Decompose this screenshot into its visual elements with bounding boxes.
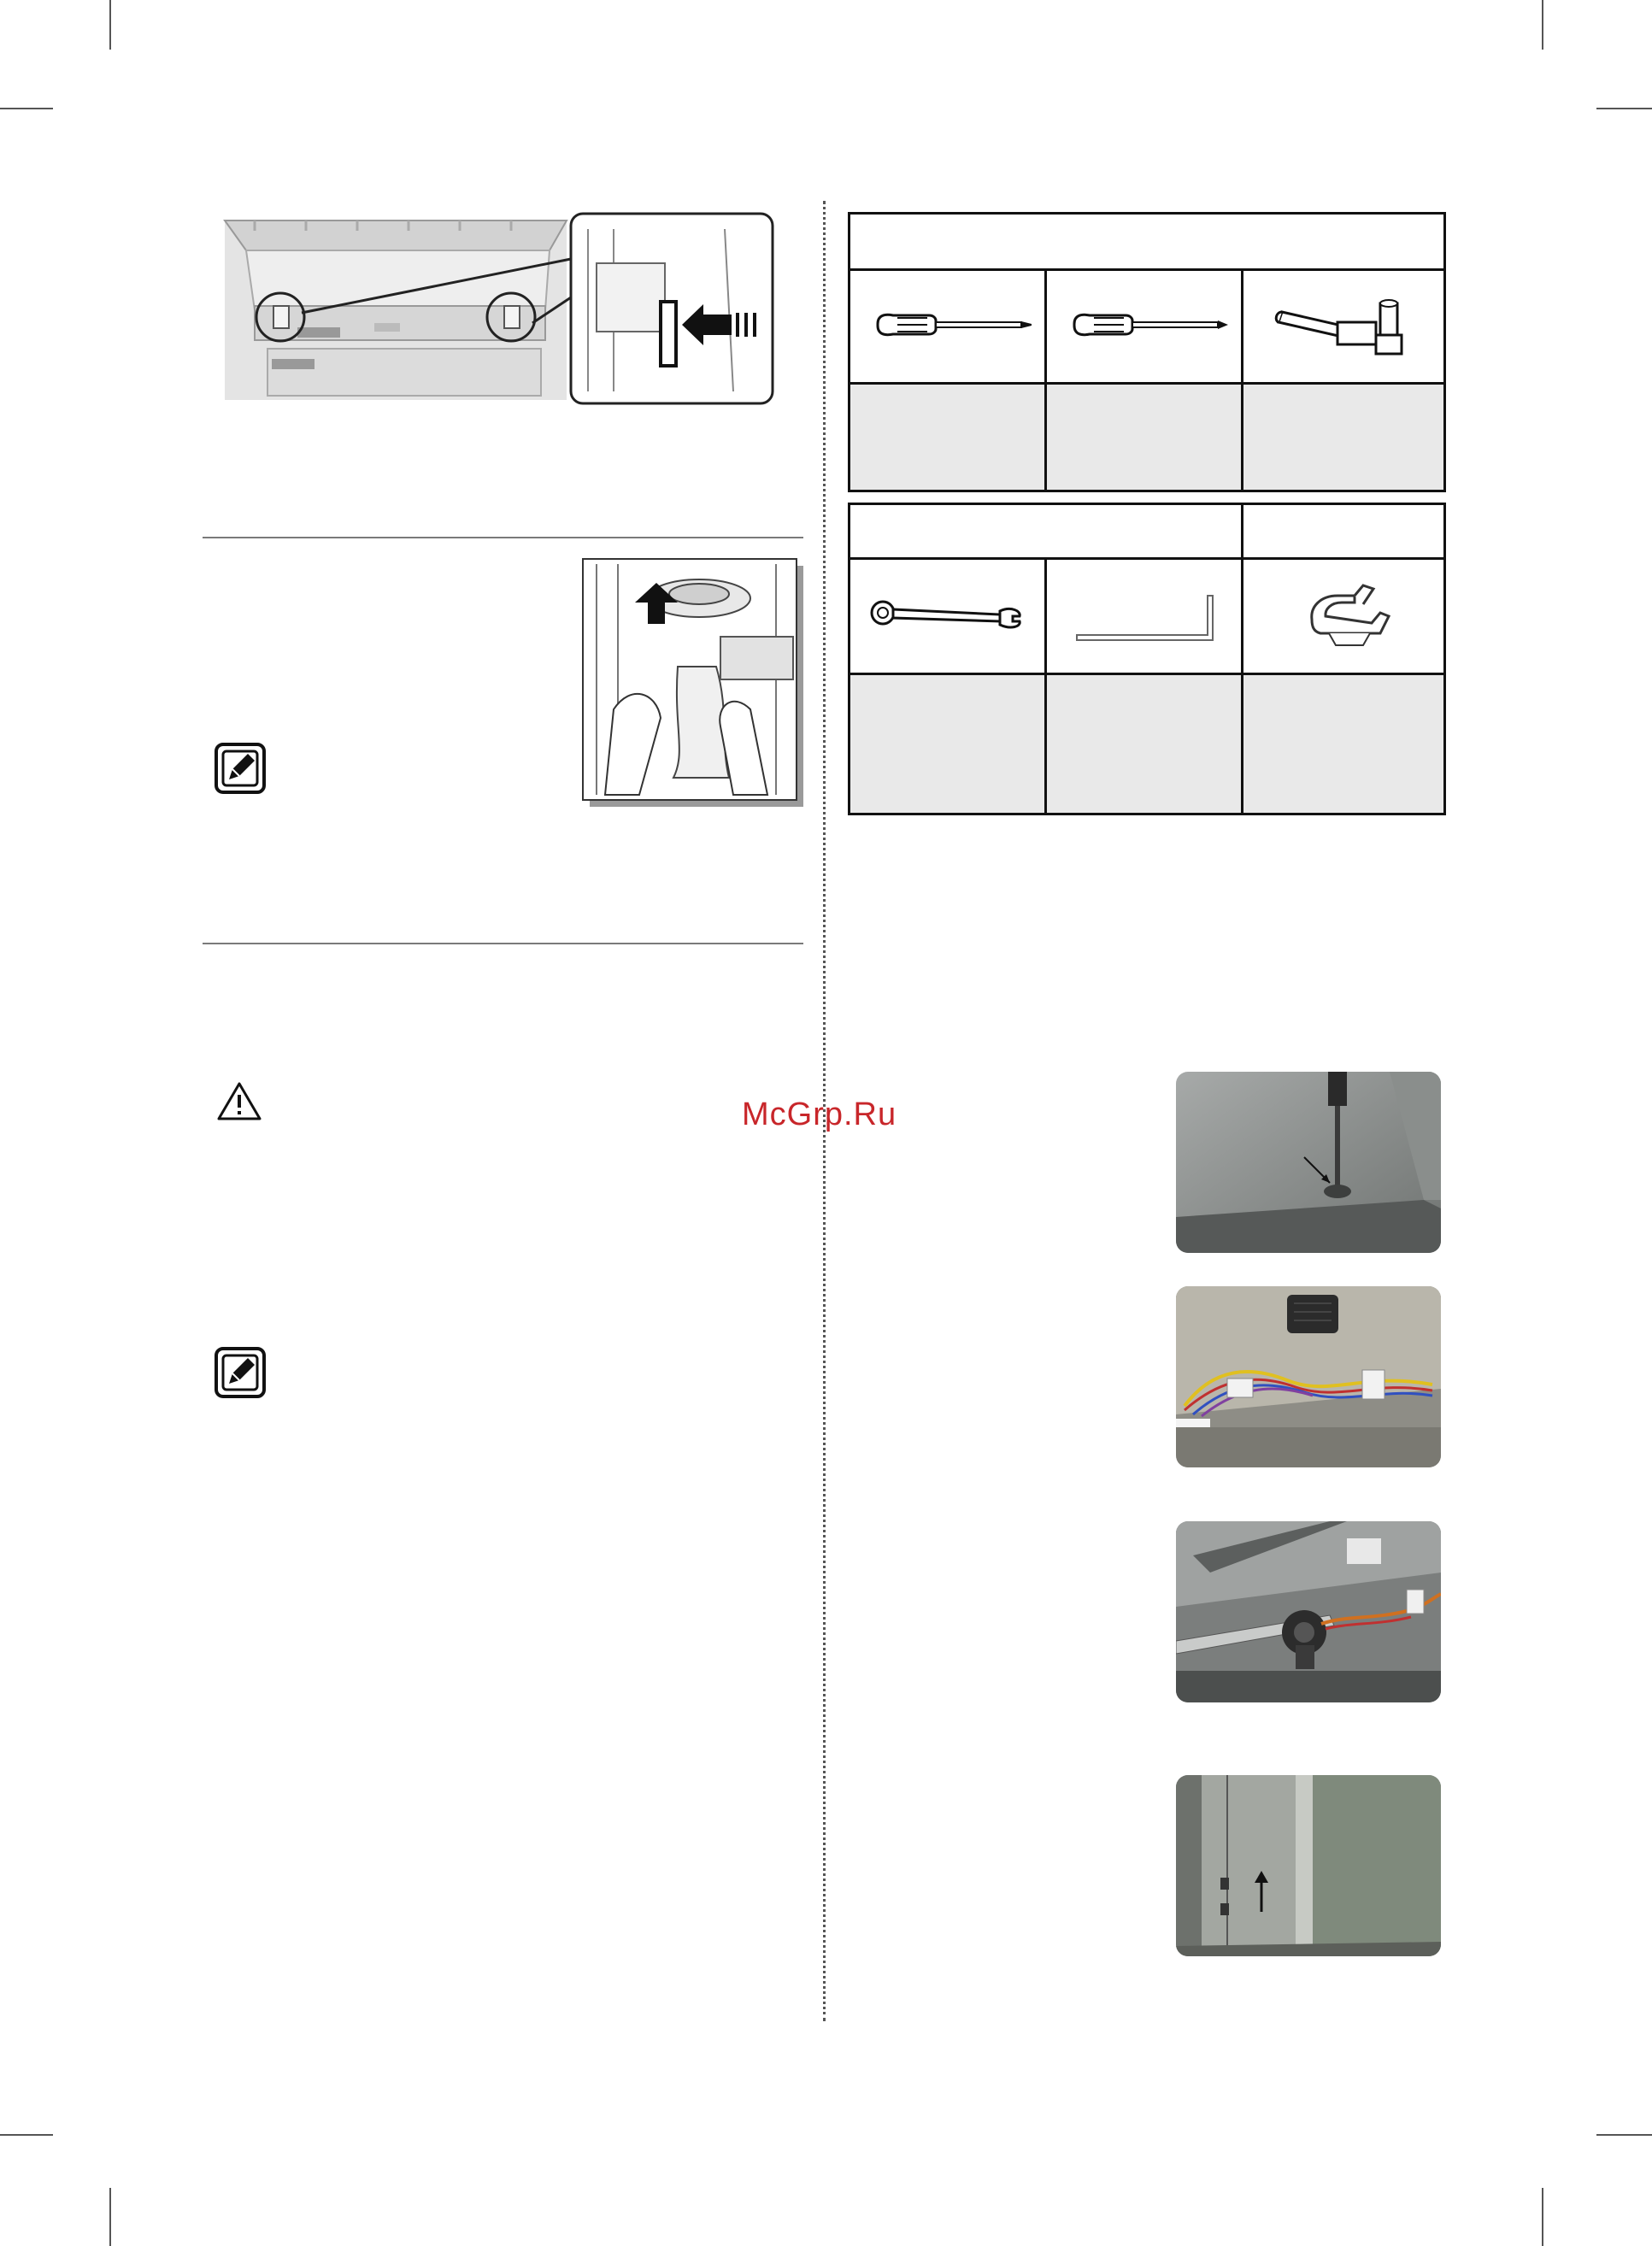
ice-bucket-removal-illustration	[579, 556, 808, 810]
photo-wire-harness	[1176, 1286, 1441, 1467]
photo-drilling-hole	[1176, 1072, 1441, 1253]
shelf-clip-illustration	[220, 212, 778, 409]
crop-mark	[1542, 2188, 1543, 2246]
tools-table-header	[850, 214, 1445, 270]
tool-cell	[1243, 559, 1445, 674]
tool-cell	[850, 559, 1046, 674]
flat-screwdriver-icon	[850, 271, 1047, 382]
clip-icon	[1243, 560, 1446, 673]
crop-mark	[109, 0, 111, 50]
crop-mark	[0, 2134, 53, 2136]
photo-wrench-hinge	[1176, 1521, 1441, 1702]
tool-cell	[1046, 559, 1243, 674]
caution-icon	[216, 1080, 262, 1121]
tool-cell	[1243, 270, 1445, 384]
tools-table-header	[1243, 504, 1445, 559]
crop-mark	[0, 108, 53, 109]
tool-desc-cell	[850, 674, 1046, 814]
crop-mark	[1596, 2134, 1652, 2136]
crop-mark	[109, 2188, 111, 2246]
photo-door-side	[1176, 1775, 1441, 1956]
tools-table-top	[848, 212, 1446, 492]
socket-wrench-icon	[1243, 271, 1446, 382]
tool-desc-cell	[1243, 674, 1445, 814]
crop-mark	[1542, 0, 1543, 50]
section-rule	[203, 943, 803, 944]
note-icon	[214, 1346, 267, 1399]
hex-key-icon	[1047, 560, 1243, 673]
section-rule	[203, 537, 803, 538]
crop-mark	[1596, 108, 1652, 109]
tool-desc-cell	[850, 384, 1046, 491]
tool-desc-cell	[1243, 384, 1445, 491]
tools-table-bottom	[848, 503, 1446, 815]
tool-desc-cell	[1046, 384, 1243, 491]
combination-wrench-icon	[850, 560, 1047, 673]
phillips-screwdriver-icon	[1047, 271, 1243, 382]
tool-desc-cell	[1046, 674, 1243, 814]
note-icon	[214, 742, 267, 795]
tool-cell	[1046, 270, 1243, 384]
tools-table-header	[850, 504, 1243, 559]
watermark: McGrp.Ru	[742, 1097, 897, 1132]
tool-cell	[850, 270, 1046, 384]
